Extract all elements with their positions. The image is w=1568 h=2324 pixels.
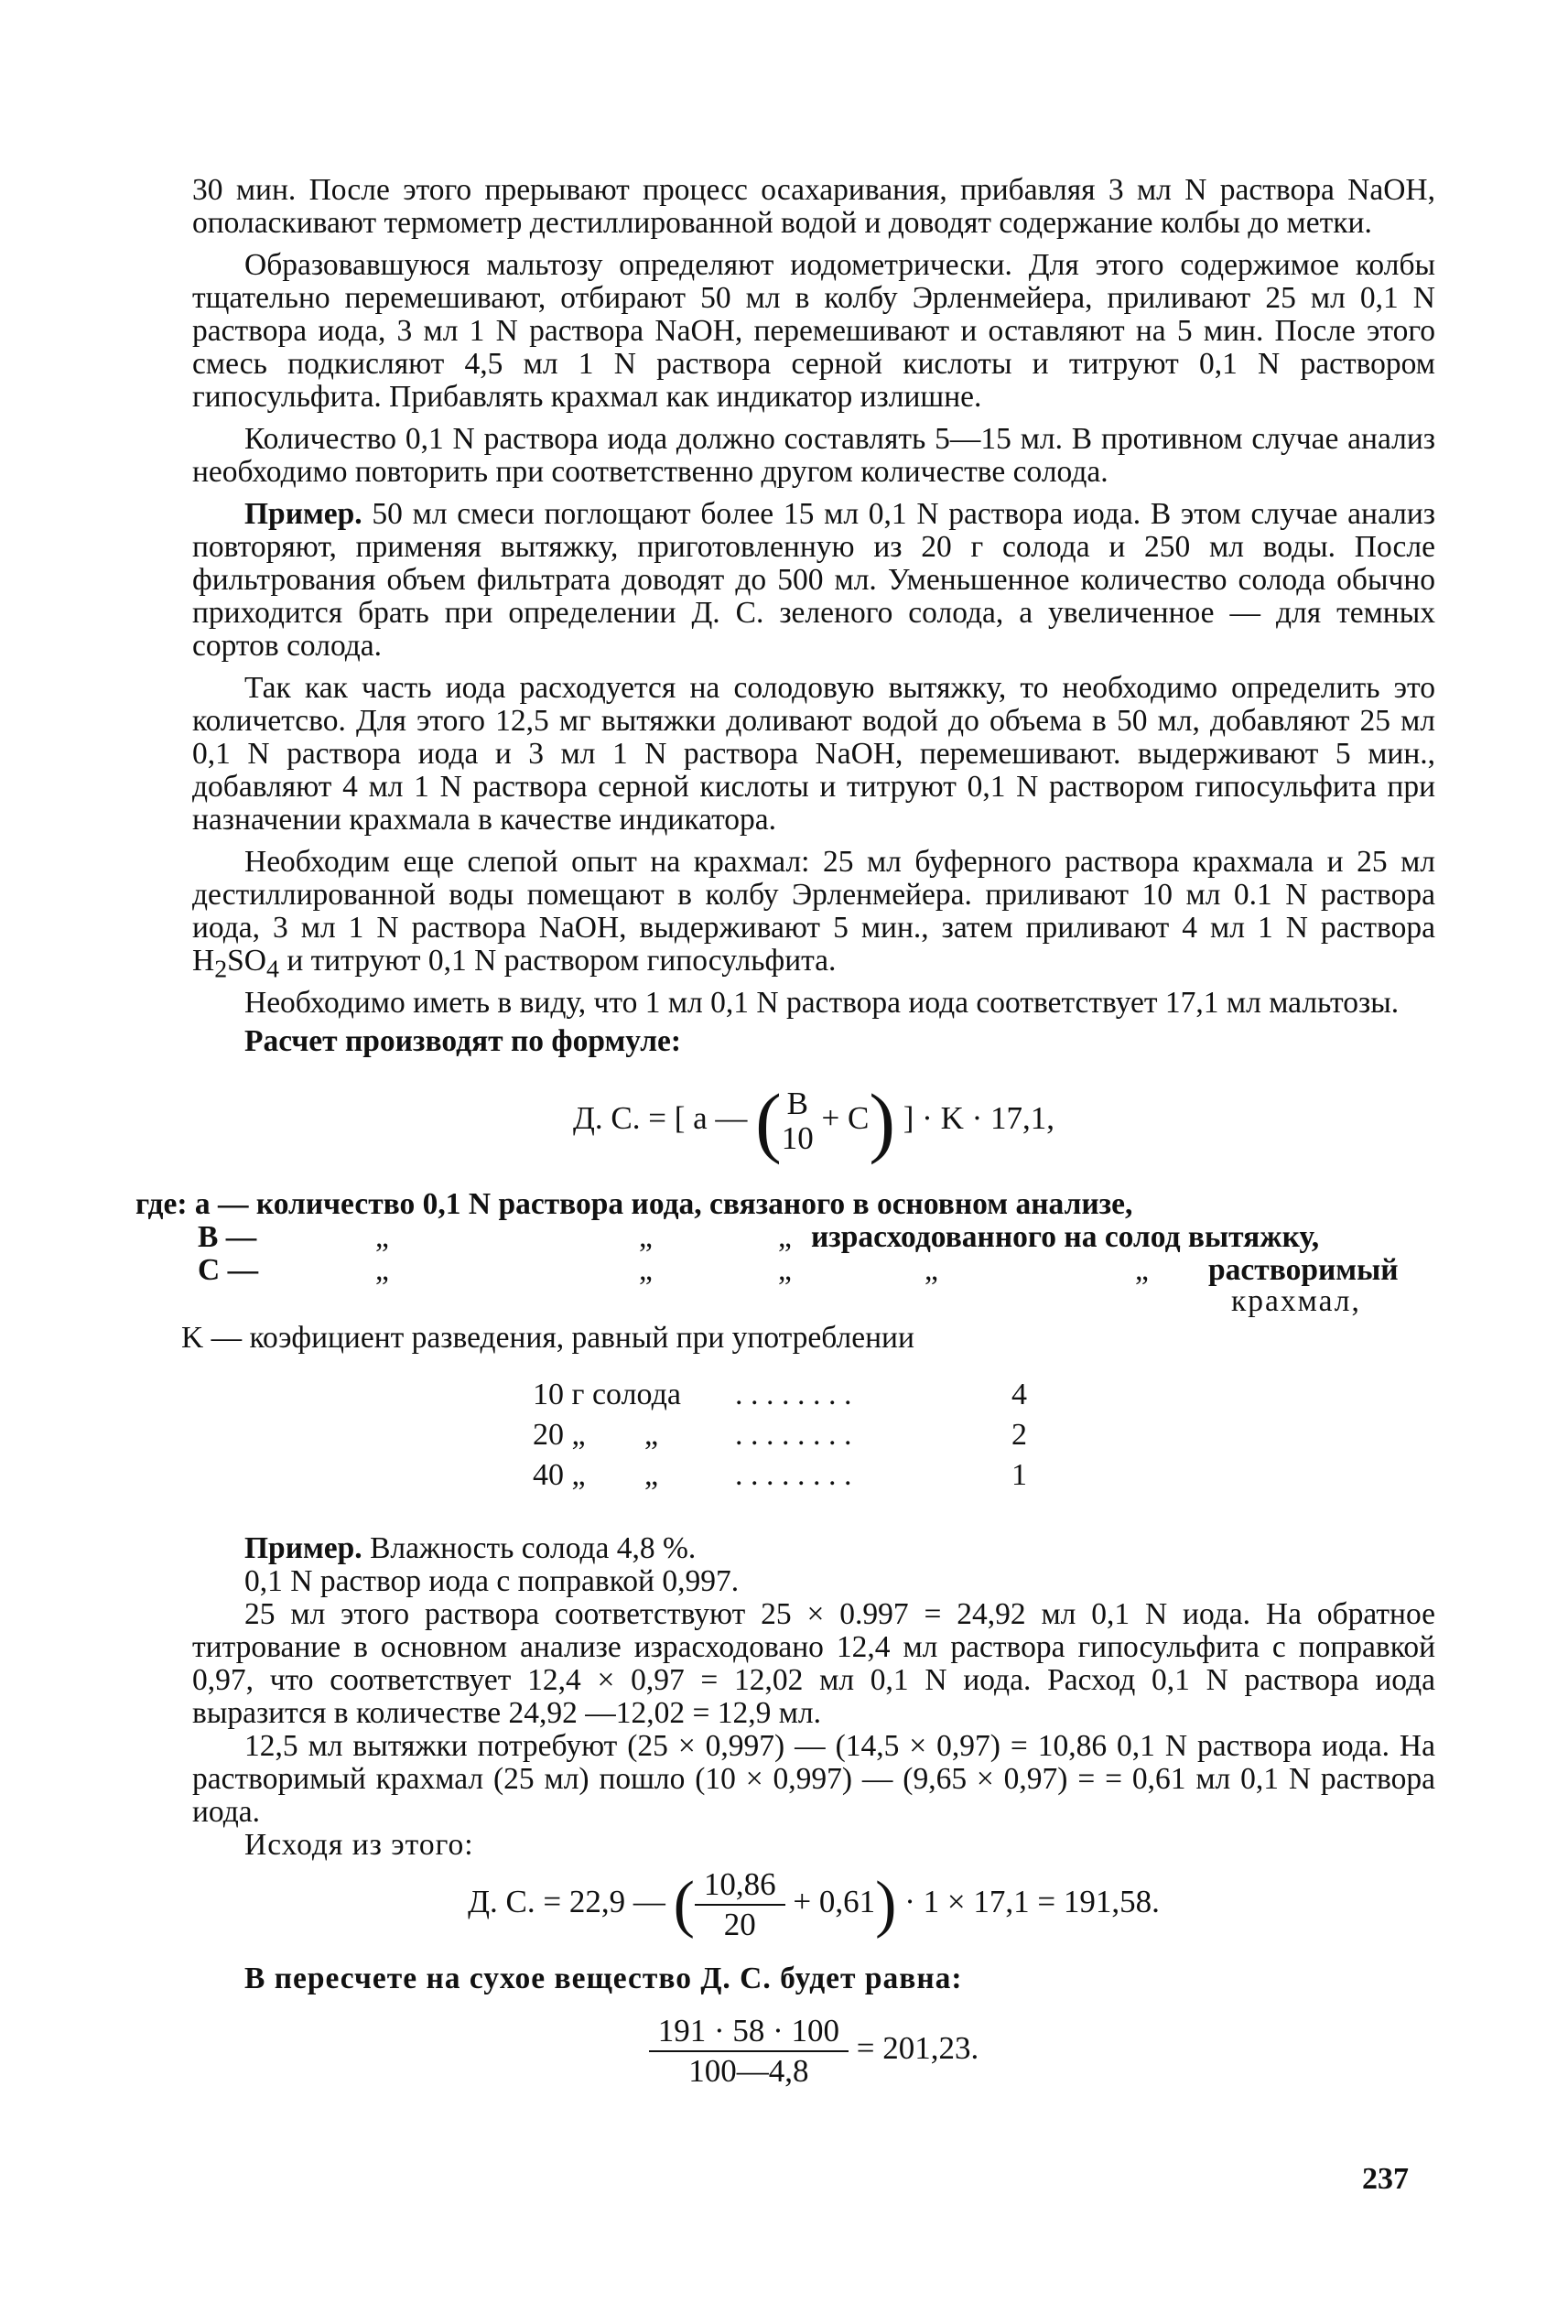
- ditto-mark: „: [1135, 1252, 1149, 1287]
- paragraph-6: [192, 846, 1435, 987]
- formula-plus-c: + C: [821, 1099, 870, 1136]
- example-2-line-2: 0,1 N раствор иода с поправкой 0,997.: [244, 1563, 740, 1598]
- formula-left: Д. С. = [ a —: [572, 1099, 748, 1136]
- subscript-4: 4: [265, 955, 279, 984]
- formula-paren-close: ): [869, 1076, 896, 1165]
- ditto-mark: „: [639, 1219, 653, 1254]
- formula-2-fraction: [695, 1865, 785, 1944]
- row-2-dots: . . . . . . . .: [735, 1417, 852, 1452]
- example-2-label: Пример.: [244, 1530, 362, 1565]
- formula-2-plus: + 0,61: [793, 1883, 876, 1919]
- formula-dry: [192, 2012, 1435, 2091]
- dilution-table: [192, 1371, 1435, 1527]
- formula-3-fraction: [649, 2012, 849, 2091]
- dry-matter-line: В пересчете на сухое вещество Д. С. будет равна:: [244, 1961, 963, 1995]
- ditto-mark: „: [778, 1219, 792, 1254]
- example-2-line-3: 25 мл этого раствора соответствуют 25 × 0.997 = 24,92 мл 0,1 N иода. На обратное титрование в основном анализе израсходовано 12,4 мл раствора гипосульфита с поправкой 0,97, что соответствует 12,4 × 0,97 = 12,02 мл 0,1 N иода. Расход 0,1 N раствора иода выразится в количестве 24,92 —12,02 = 12,9 мл.: [192, 1596, 1435, 1730]
- paragraph-2: Образовавшуюся мальтозу определяют иодометрически. Для этого содержимое колбы тщательно перемешивают, отбирают 50 мл в колбу Эрленмейера, приливают 25 мл 0,1 N раствора иода, 3 мл 1 N раствора NaOH, перемешивают и оставляют на 5 мин. После этого смесь подкисляют 4,5 мл 1 N раствора серной кислоты и титруют 0,1 N раствором гипосульфита. Прибавлять крахмал как индикатор излишне.: [192, 248, 1435, 414]
- subscript-2: 2: [214, 955, 228, 984]
- ditto-mark: „: [644, 1457, 659, 1492]
- example-2-line-1: [192, 1532, 1435, 1565]
- formula-right: ] · K · 17,1,: [903, 1099, 1055, 1136]
- example-2-line-5: Исходя из этого:: [244, 1827, 474, 1862]
- paragraph-6-text-b: и титруют 0,1 N раствором гипосульфита.: [278, 944, 837, 978]
- where-c-label: C —: [198, 1252, 259, 1287]
- formula-ds: [192, 1071, 1435, 1172]
- paragraph-8: Расчет производят по формуле:: [244, 1023, 682, 1058]
- formula-2-left: Д. С. = 22,9 —: [468, 1883, 665, 1919]
- example-label: Пример.: [244, 497, 362, 531]
- formula-numerator: B: [786, 1085, 808, 1121]
- legend-where: [135, 1186, 1435, 1371]
- ditto-mark: „: [925, 1252, 938, 1287]
- ditto-mark: „: [375, 1252, 389, 1287]
- formula-denominator: 10: [781, 1119, 814, 1156]
- example-2-moisture: Влажность солода 4,8 %.: [362, 1530, 697, 1565]
- row-3-dots: . . . . . . . .: [735, 1457, 852, 1492]
- example-2-line-4: 12,5 мл вытяжки потребуют (25 × 0,997) — (14,5 × 0,97) = 10,86 0,1 N раствора иода. На растворимый крахмал (25 мл) пошло (10 × 0,997) — (9,65 × 0,97) = = 0,61 мл 0,1 N раствора иода.: [192, 1728, 1435, 1829]
- row-1-dots: . . . . . . . .: [735, 1377, 852, 1411]
- where-b-label: B —: [198, 1219, 257, 1254]
- row-1-value: 4: [1011, 1377, 1027, 1411]
- formula-ds-result: [192, 1865, 1435, 1944]
- formula-3-denominator: 100—4,8: [688, 2052, 809, 2089]
- formula-3-right: = 201,23.: [856, 2029, 979, 2066]
- paragraph-1: 30 мин. После этого прерывают процесс осахаривания, прибавляя 3 мл N раствора NaOH, ополаскивают термометр дестиллированной водой и доводят содержание колбы до метки.: [192, 173, 1435, 240]
- formula-2-numerator: 10,86: [695, 1865, 785, 1906]
- ditto-mark: „: [778, 1252, 792, 1287]
- paragraph-4-text: 50 мл смеси поглощают более 15 мл 0,1 N раствора иода. В этом случае анализ повторяют, применяя вытяжку, приготовленную из 20 г солода и 250 мл воды. После фильтрования объем фильтрата доводят до 500 мл. Уменьшенное количество солода обычно приходится брать при определении Д. С. зеленого солода, а увеличенное — для темных сортов солода.: [192, 497, 1435, 663]
- formula-fraction: [782, 1086, 814, 1156]
- formula-3-numerator: 191 · 58 · 100: [649, 2012, 849, 2052]
- row-3-label: 40 „: [533, 1457, 586, 1492]
- where-c-text-2: крахмал,: [1231, 1283, 1361, 1318]
- ditto-mark: „: [375, 1219, 389, 1254]
- row-2-value: 2: [1011, 1417, 1027, 1452]
- where-k-line: K — коэфициент разведения, равный при употреблении: [181, 1320, 914, 1355]
- so-text: SO: [227, 944, 266, 978]
- formula-2-denominator: 20: [723, 1906, 756, 1942]
- paragraph-4: [192, 498, 1435, 663]
- row-3-value: 1: [1011, 1457, 1027, 1492]
- where-line-a: где: a — количество 0,1 N раствора иода, связаного в основном анализе,: [135, 1186, 1133, 1221]
- formula-paren-open: (: [755, 1076, 782, 1165]
- where-c-text: растворимый: [1208, 1252, 1399, 1287]
- ditto-mark: „: [639, 1252, 653, 1287]
- paragraph-3: Количество 0,1 N раствора иода должно составлять 5—15 мл. В противном случае анализ необходимо повторить при соответственно другом количестве солода.: [192, 422, 1435, 489]
- formula-2-paren-close: ): [875, 1868, 897, 1940]
- formula-2-paren-open: (: [673, 1868, 695, 1940]
- paragraph-5: Так как часть иода расходуется на солодовую вытяжку, то необходимо определить это количетсво. Для этого 12,5 мг вытяжки доливают водой до объема в 50 мл, добавляют 25 мл 0,1 N раствора иода и 3 мл 1 N раствора NaOH, перемешивают. выдерживают 5 мин., добавляют 4 мл 1 N раствора серной кислоты и титруют 0,1 N раствором гипосульфита при назначении крахмала в качестве индикатора.: [192, 671, 1435, 837]
- ditto-mark: „: [644, 1417, 659, 1452]
- row-2-label: 20 „: [533, 1417, 586, 1452]
- page-number: 237: [1362, 2162, 1409, 2196]
- page-text: [135, 173, 1435, 2091]
- formula-2-right: · 1 × 17,1 = 191,58.: [904, 1883, 1160, 1919]
- row-1-label: 10 г солода: [533, 1377, 681, 1411]
- paragraph-6-text-a: Необходим еще слепой опыт на крахмал: 25 мл буферного раствора крахмала и 25 мл дестиллированной воды помещают в колбу Эрленмейера. приливают 10 мл 0.1 N раствора иода, 3 мл 1 N раствора NaOH, выдерживают 5 мин., затем приливают 4 мл 1 N раствора H: [192, 845, 1435, 978]
- where-b-text: израсходованного на солод вытяжку,: [811, 1219, 1320, 1254]
- paragraph-7: Необходимо иметь в виду, что 1 мл 0,1 N раствора иода соответствует 17,1 мл мальтозы.: [244, 985, 1400, 1020]
